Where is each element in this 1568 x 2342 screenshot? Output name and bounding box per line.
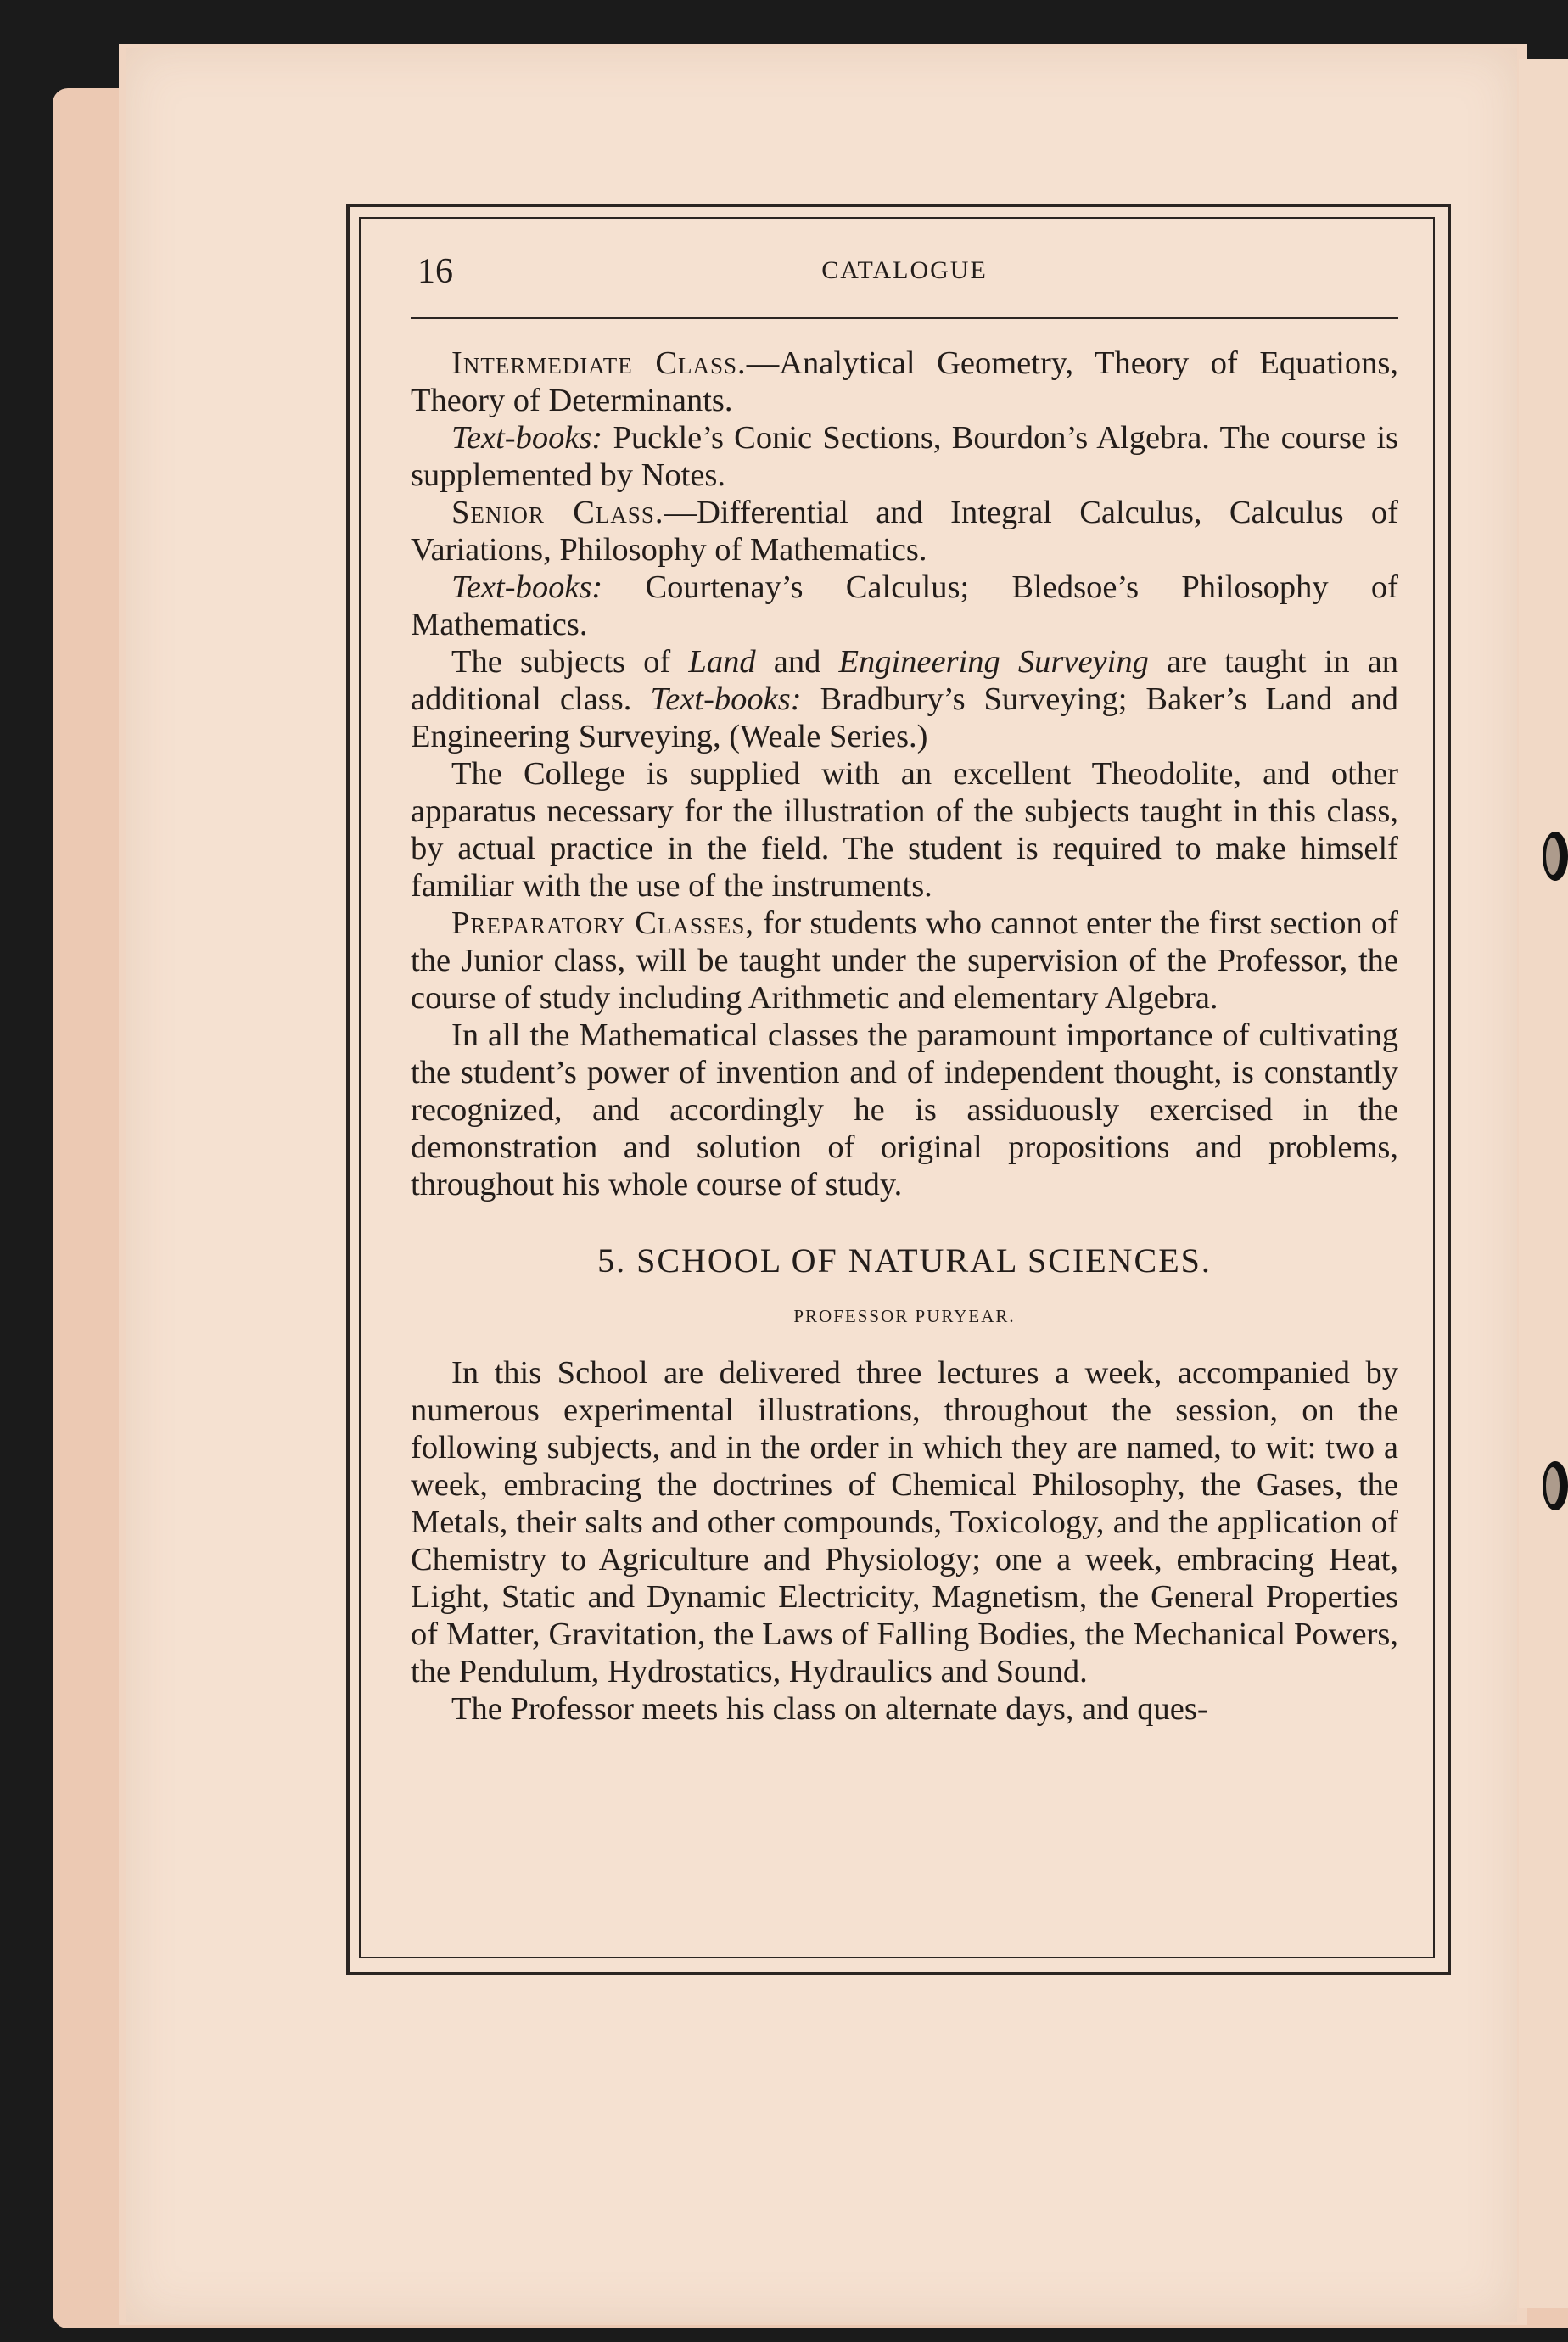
paragraph-lead: Text-books: bbox=[451, 420, 603, 456]
running-head bbox=[411, 251, 1398, 299]
paragraph-text: In all the Mathematical classes the paramount importance of cultivating the student’s power of invention and of independent thought, is constantly recognized, and accordingly he is assiduously exercised in the demonstration and solution of original propositions and problems, throughout his whole course of study. bbox=[411, 1017, 1398, 1202]
paragraph-lead: Text-books: bbox=[451, 569, 603, 605]
section-heading: 5. SCHOOL OF NATURAL SCIENCES. bbox=[597, 1241, 1212, 1280]
paragraph-lead: Senior Class. bbox=[451, 495, 664, 530]
paragraph-text: and bbox=[755, 644, 839, 680]
paragraph-text: —Differential and Integral Calculus, Calculus of Variations, Philosophy of Mathematics. bbox=[411, 495, 1399, 568]
binding-hole-icon bbox=[1543, 832, 1568, 881]
paragraph-text: The College is supplied with an excellent Theodolite, and other apparatus necessary for the illustration of the subjects taught in this class, by actual practice in the field. The student is required to make himself familiar with the use of the instruments. bbox=[411, 756, 1398, 904]
paragraph-text: Land bbox=[688, 644, 756, 680]
section-paragraph: The Professor meets his class on alternate days, and ques- bbox=[451, 1691, 1208, 1727]
paragraph bbox=[411, 755, 1398, 905]
section-text bbox=[411, 1354, 1398, 1728]
paragraph bbox=[411, 905, 1398, 1017]
paragraph-lead: Preparatory Classes, bbox=[451, 905, 755, 941]
paragraph-text: for students who cannot enter the first section of the Junior class, will be taught under the supervision of the Professor, the course of study including Arithmetic and elementary Algebra. bbox=[411, 905, 1398, 1016]
paragraph bbox=[411, 1017, 1398, 1203]
paragraph-text: Text-books: bbox=[650, 681, 802, 717]
paragraph-text: Puckle’s Conic Sections, Bourdon’s Algebra. The course is supplemented by Notes. bbox=[411, 420, 1398, 493]
header-rule bbox=[411, 317, 1398, 319]
section-paragraph: In this School are delivered three lectures a week, accompanied by numerous experimental illustrations, throughout the session, on the following subjects, and in the order in which they are named, to wit: two a week, embracing the doctrines of Chemical Philosophy, the Gases, the Metals, their salts and other compounds, Toxicology, and the application of Chemistry to Agriculture and Physiology; one a week, embracing Heat, Light, Static and Dynamic Electricity, Magnetism, the General Properties of Matter, Gravitation, the Laws of Falling Bodies, the Mechanical Powers, the Pendulum, Hydrostatics, Hydraulics and Sound. bbox=[411, 1355, 1398, 1689]
page-number: 16 bbox=[417, 252, 453, 291]
paragraph-text: The subjects of bbox=[451, 644, 689, 680]
paragraph-text: are taught in an additional class. bbox=[411, 644, 1398, 717]
paragraph bbox=[411, 345, 1398, 419]
paragraph bbox=[411, 643, 1398, 755]
section-subheading: PROFESSOR PURYEAR. bbox=[793, 1306, 1016, 1326]
paragraph-text: Engineering Surveying bbox=[838, 644, 1149, 680]
body-text bbox=[411, 345, 1398, 1203]
paragraph bbox=[411, 494, 1398, 569]
paragraph-lead: Intermediate Class. bbox=[451, 345, 747, 381]
page-content bbox=[411, 251, 1398, 1728]
paragraph bbox=[411, 569, 1398, 643]
running-title: CATALOGUE bbox=[821, 256, 988, 284]
paragraph-text: Bradbury’s Surveying; Baker’s Land and Engineering Surveying, (Weale Series.) bbox=[411, 681, 1398, 754]
paragraph bbox=[411, 419, 1398, 494]
binding-hole-icon bbox=[1543, 1461, 1568, 1510]
paragraph-text: Courtenay’s Calculus; Bledsoe’s Philosophy of Mathematics. bbox=[411, 569, 1398, 642]
adjacent-page-edge bbox=[1519, 59, 1568, 2308]
paragraph-text: —Analytical Geometry, Theory of Equations, Theory of Determinants. bbox=[411, 345, 1398, 418]
